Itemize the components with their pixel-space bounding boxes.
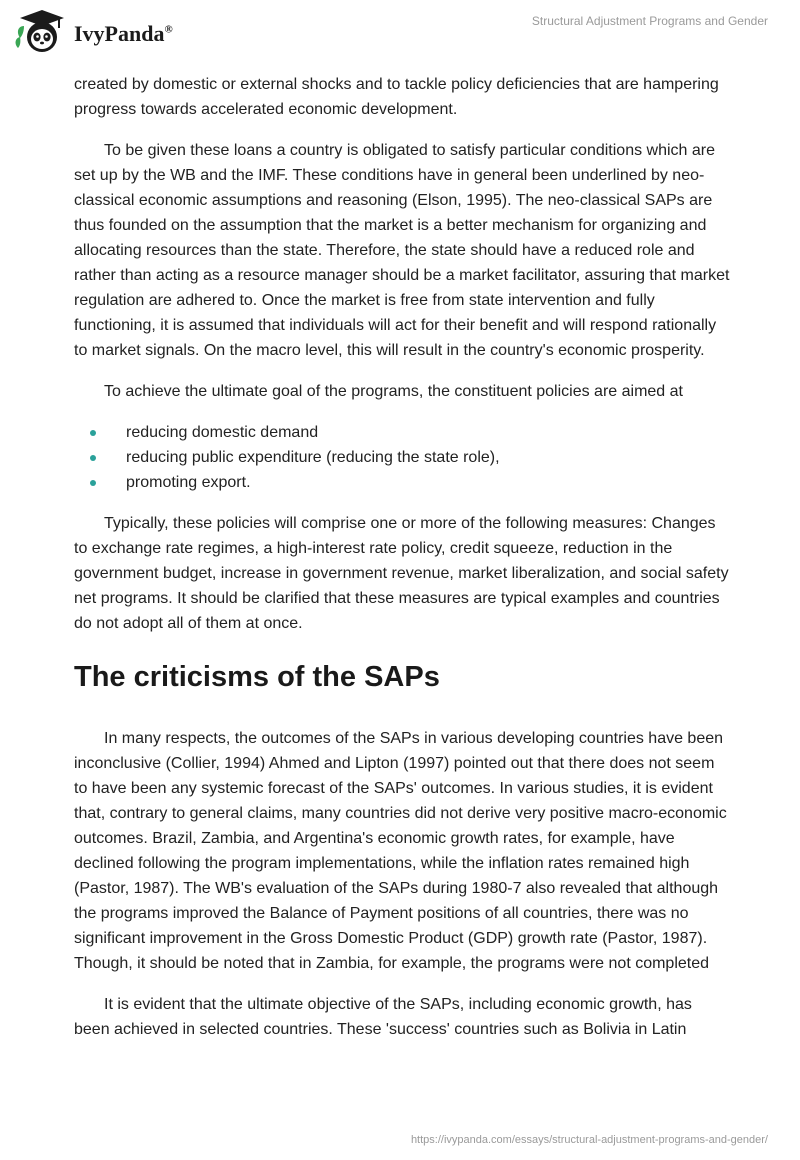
list-item-text: reducing public expenditure (reducing the state role), bbox=[126, 449, 500, 466]
list-item bbox=[74, 470, 730, 495]
source-url[interactable]: https://ivypanda.com/essays/structural-adjustment-programs-and-gender/ bbox=[410, 1134, 768, 1146]
document-title: Structural Adjustment Programs and Gender bbox=[531, 14, 768, 28]
list-item-text: reducing domestic demand bbox=[126, 424, 319, 441]
section-heading: The criticisms of the SAPs bbox=[74, 661, 440, 693]
paragraph: created by domestic or external shocks and to tackle policy deficiencies that are hampering progress towards accelerated economic development. bbox=[74, 76, 719, 118]
list-item-text: promoting export. bbox=[126, 474, 251, 491]
panda-logo-icon bbox=[14, 8, 70, 56]
list-item bbox=[74, 445, 730, 470]
policy-list bbox=[74, 420, 730, 495]
paragraph: To achieve the ultimate goal of the programs, the constituent policies are aimed at bbox=[104, 383, 683, 400]
paragraph: To be given these loans a country is obligated to satisfy particular conditions which are set up by the WB and the IMF. These conditions have in general been underlined by neo-classical economic assumptions and reasoning (Elson, 1995). The neo-classical SAPs are thus founded on the assumption that the market is a better mechanism for organizing and allocating resources than the state. Therefore, the state should have a reduced role and rather than acting as a resource manager should be a market facilitator, assuring that market regulation are adhered to. Once the market is free from state intervention and fully functioning, it is assumed that individuals will act for their benefit and will respond rationally to market signals. On the macro level, this will result in the country's economic prosperity. bbox=[74, 142, 730, 359]
paragraph: Typically, these policies will comprise one or more of the following measures: Changes to exchange rate regimes, a high-interest rate policy, credit squeeze, reduction in the government budget, increase in government revenue, market liberalization, and social safety net programs. It should be clarified that these measures are typical examples and countries do not adopt all of them at once. bbox=[74, 515, 729, 632]
logo-wordmark: IvyPanda® bbox=[74, 21, 173, 46]
list-item bbox=[74, 420, 730, 445]
page-header bbox=[0, 0, 800, 72]
paragraph: In many respects, the outcomes of the SAPs in various developing countries have been inconclusive (Collier, 1994) Ahmed and Lipton (1997) pointed out that there does not seem to have been any systemic forecast of the SAPs' outcomes. In various studies, it is evident that, contrary to general claims, many countries did not derive very positive macro-economic outcomes. Brazil, Zambia, and Argentina's economic growth rates, for example, have declined following the program implementations, while the inflation rates remained high (Pastor, 1987). The WB's evaluation of the SAPs during 1980-7 also revealed that although the programs improved the Balance of Payment positions of all countries, there was no significant improvement in the Gross Domestic Product (GDP) growth rate (Pastor, 1987). Though, it should be noted that in Zambia, for example, the programs were not completed bbox=[74, 730, 727, 972]
paragraph: It is evident that the ultimate objective of the SAPs, including economic growth, has been achieved in selected countries. These 'success' countries such as Bolivia in Latin bbox=[74, 996, 692, 1038]
registered-mark: ® bbox=[164, 23, 173, 36]
bullet-dot-icon bbox=[90, 480, 96, 486]
bullet-dot-icon bbox=[90, 430, 96, 436]
essay-body bbox=[74, 72, 730, 1058]
bullet-dot-icon bbox=[90, 455, 96, 461]
ivypanda-logo[interactable] bbox=[14, 8, 173, 56]
